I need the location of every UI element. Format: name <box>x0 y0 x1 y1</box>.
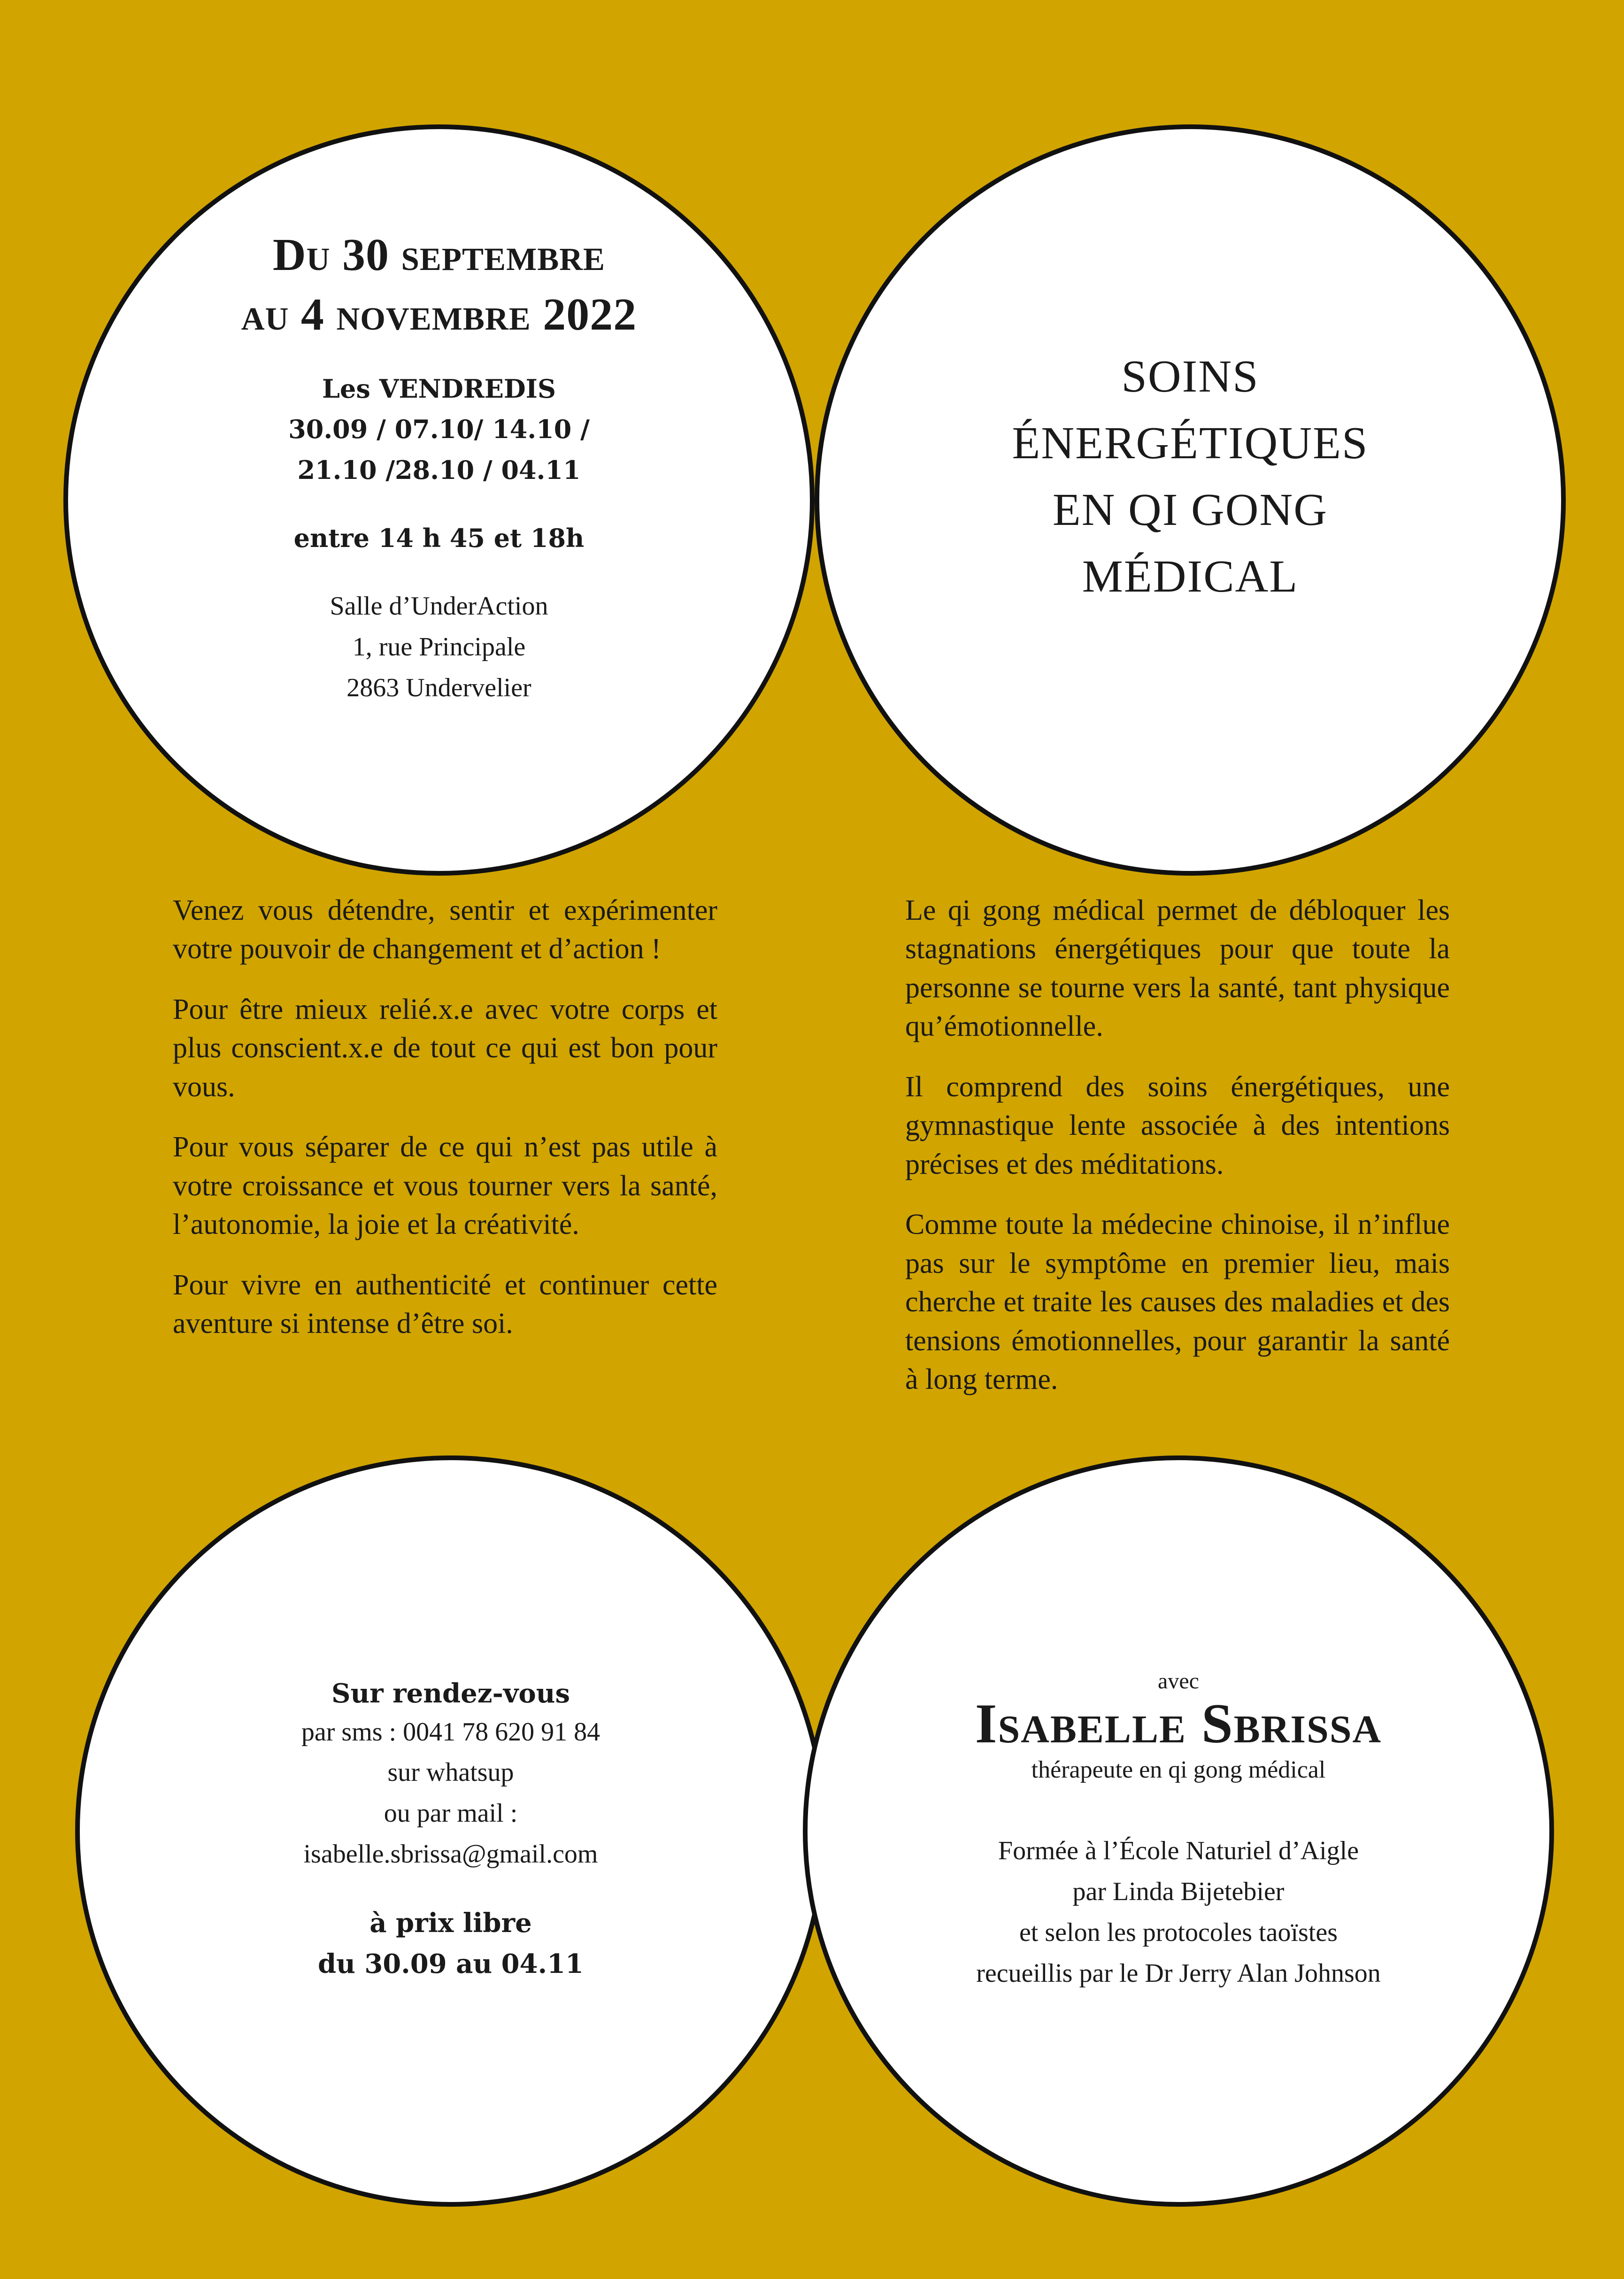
event-title-line2: ÉNERGÉTIQUES <box>1012 417 1369 469</box>
right-paragraph: Comme toute la médecine chinoise, il n’influe pas sur le symptôme en premier lieu, mais cherche et traite les causes des maladies et des tensions émotionnelles, pour garantir la santé à long terme. <box>905 1209 1450 1395</box>
event-title <box>1012 343 1369 610</box>
mail-label: ou par mail : <box>384 1799 518 1828</box>
formation-line1: Formée à l’École Naturiel d’Aigle <box>998 1836 1359 1866</box>
right-text-column <box>905 891 1450 1420</box>
therapist-circle <box>803 1455 1554 2207</box>
email-address: isabelle.sbrissa@gmail.com <box>303 1840 598 1869</box>
days-block <box>288 369 590 490</box>
dates-circle <box>63 124 815 876</box>
left-paragraph: Pour vous séparer de ce qui n’est pas utile à votre croissance et vous tourner vers la santé, l’autonomie, la joie et la créativité. <box>173 1131 717 1241</box>
venue-name: Salle d’UnderAction <box>330 591 548 621</box>
time-range: entre 14 h 45 et 18h <box>293 523 585 553</box>
price-line2: du 30.09 au 04.11 <box>317 1948 584 1979</box>
venue-street: 1, rue Principale <box>352 632 526 662</box>
address <box>330 586 548 708</box>
right-paragraph: Le qi gong médical permet de débloquer les stagnations énergétiques pour que toute la personne se tourne vers la santé, tant physique qu’émotionnelle. <box>905 894 1450 1043</box>
days-label: Les VENDREDIS <box>322 373 556 404</box>
venue-city: 2863 Undervelier <box>346 673 531 702</box>
contact-circle <box>75 1455 826 2207</box>
left-paragraph: Pour être mieux relié.x.e avec votre corps et plus conscient.x.e de tout ce qui est bon pour vous. <box>173 993 717 1103</box>
dates-title <box>241 225 637 345</box>
price-line1: à prix libre <box>369 1907 532 1939</box>
whatsapp-contact: sur whatsup <box>387 1758 514 1787</box>
formation-block <box>976 1831 1381 1994</box>
dates-title-line1: Du 30 septembre <box>272 230 606 280</box>
therapist-name: Isabelle Sbrissa <box>975 1692 1382 1755</box>
formation-line4: recueillis par le Dr Jerry Alan Johnson <box>976 1958 1381 1988</box>
left-paragraph: Venez vous détendre, sentir et expérimenter votre pouvoir de changement et d’action ! <box>173 894 717 965</box>
sms-contact: par sms : 0041 78 620 91 84 <box>301 1717 600 1747</box>
formation-line3: et selon les protocoles taoïstes <box>1019 1918 1338 1947</box>
days-line2: 21.10 /28.10 / 04.11 <box>297 454 581 485</box>
appointment-title: Sur rendez-vous <box>331 1678 570 1709</box>
left-text-column <box>173 891 717 1365</box>
right-paragraph: Il comprend des soins énergétiques, une gymnastique lente associée à des intentions précises et des méditations. <box>905 1070 1450 1180</box>
dates-title-line2: au 4 novembre 2022 <box>241 289 637 340</box>
event-title-line1: SOINS <box>1121 351 1259 402</box>
days-line1: 30.09 / 07.10/ 14.10 / <box>288 414 590 445</box>
event-title-line3: EN QI GONG <box>1052 485 1328 535</box>
therapist-role: thérapeute en qi gong médical <box>1031 1756 1326 1784</box>
formation-line2: par Linda Bijetebier <box>1072 1877 1285 1907</box>
event-title-line4: MÉDICAL <box>1082 551 1299 602</box>
title-circle <box>815 124 1566 876</box>
avec-label: avec <box>1158 1669 1199 1694</box>
left-paragraph: Pour vivre en authenticité et continuer cette aventure si intense d’être soi. <box>173 1269 717 1340</box>
price-block <box>318 1903 584 1985</box>
